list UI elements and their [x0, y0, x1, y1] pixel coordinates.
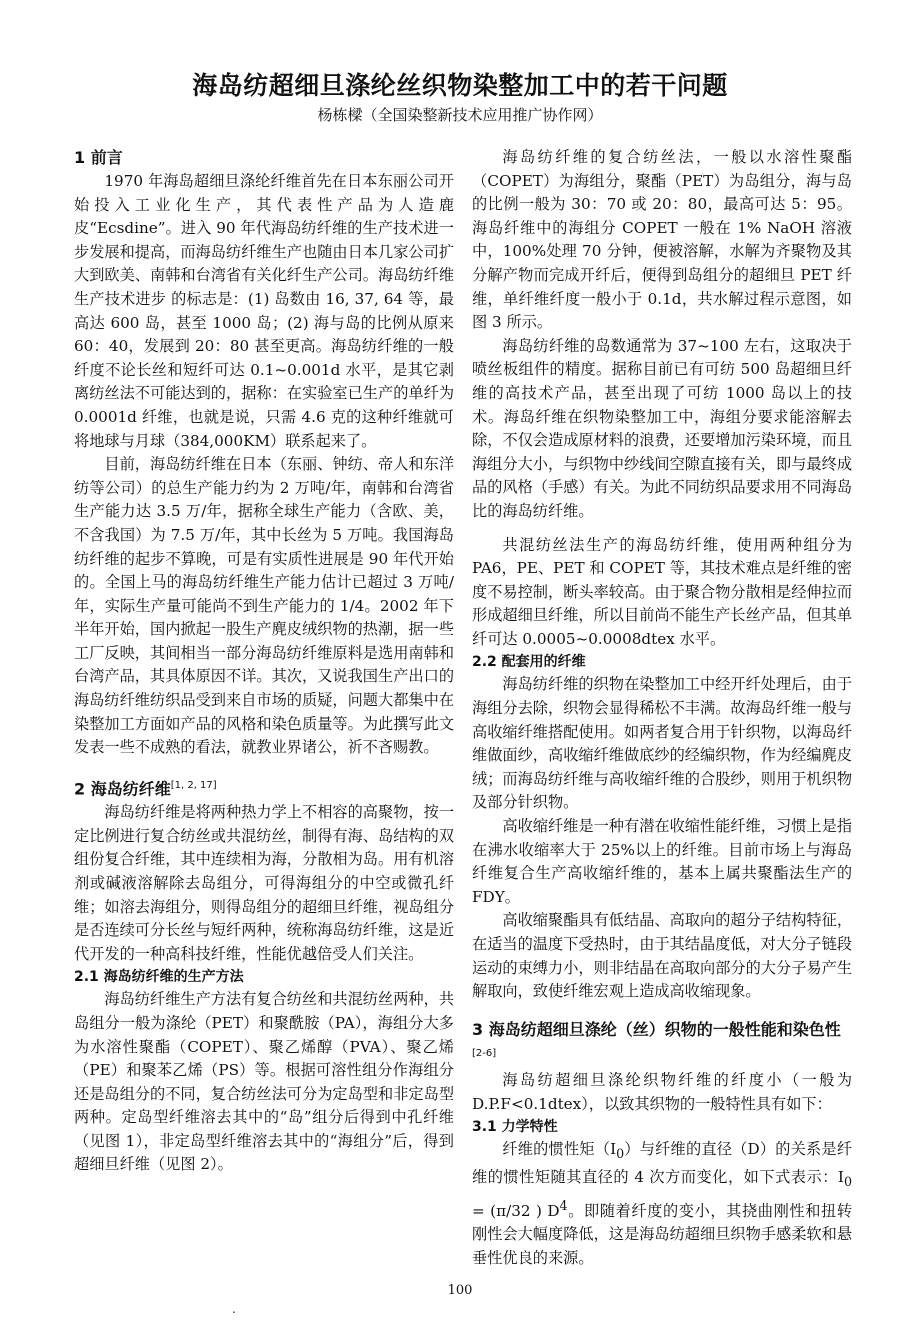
- paragraph: 高收缩聚酯具有低结晶、高取向的超分子结构特征，在适当的温度下受热时，由于其结晶度低，对大分子链段运动的束缚力小，则非结晶在高取向部分的大分子易产生解取向，致使纤维宏观上造成高收缩现象。: [472, 911, 852, 1001]
- author-byline: 杨栋樑（全国染整新技术应用推广协作网）: [317, 106, 603, 124]
- page-number: 100: [447, 1283, 473, 1298]
- section-3-heading-text: 3 海岛纺超细旦涤纶（丝）织物的一般性能和染色性: [472, 1019, 841, 1039]
- paragraph: 高收缩纤维是一种有潜在收缩性能纤维，习惯上是指在沸水收缩率大于 25%以上的纤维。目前市场上与海岛纤维复合生产高收缩纤维的，基本上属共聚酯法生产的 FDY。: [472, 817, 852, 906]
- left-column: [74, 146, 454, 1177]
- paragraph: 海岛纺纤维的织物在染整加工中经开纤处理后，由于海组分去除，织物会显得稀松不丰满。故海岛纤维一般与高收缩纤维搭配使用。如两者复合用于针织物，以海岛纤维做面纱，高收缩纤维做底纱的经编织物，作为经编麂皮绒；而海岛纺纤维与高收缩纤维的合股纱，则用于机织物及部分针织物。: [472, 675, 852, 812]
- section-1-heading: 1 前言: [74, 148, 123, 167]
- section-3-1-heading: 3.1 力学特性: [472, 1119, 558, 1136]
- formula-paragraph: 纤维的惯性矩$(I_0)$与纤维的直径（D）的关系是纤维的惯性矩随其直径的 4 次方而变化，如下式表示：$I_0 = (\pi/32$ ) $D^4$。即随着纤度的变小，其挠曲刚性和扭转刚性会大幅度降低，这是海岛纺超细旦织物手感柔软和悬垂性优良的来源。: [472, 1140, 853, 1267]
- section-2-2-heading: 2.2 配套用的纤维: [472, 654, 586, 671]
- section-2-heading: [74, 774, 454, 801]
- paragraph: 海岛纺超细旦涤纶织物纤维的纤度小（一般为 D.P.F<0.1dtex），以致其织物的一般特性具有如下：: [472, 1071, 852, 1113]
- section-2-1-heading: 2.1 海岛纺纤维的生产方法: [74, 969, 244, 986]
- paragraph: 目前，海岛纺纤维在日本（东丽、钟纺、帝人和东洋纺等公司）的总生产能力约为 2 万吨/年，南韩和台湾省生产能力达 3.5 万/年，据称全球生产能力（含欧、美，不含我国）为 7.5 万/年，其中长丝为 5 万吨。我国海岛纺纤维的起步不算晚，可是有实质性进展是 90 年代开始的。全国上马的海岛纺纤维生产能力估计已超过 3 万吨/年，实际生产量可能尚不到生产能力的 1/4。2002 年下半年开始，国内掀起一股生产麂皮绒织物的热潮，据一些工厂反映，其间相当一部分海岛纺纤维原料是选用南韩和台湾产品，其具体原因不详。其次，又说我国生产出口的海岛纺纤维纺织品受到来自市场的质疑，问题大都集中在染整加工方面如产品的风格和染色质量等。为此撰写此文发表一些不成熟的看法，就教业界诸公，祈不吝赐教。: [74, 455, 454, 757]
- paragraph: 海岛纺纤维生产方法有复合纺丝和共混纺丝两种，共岛组分一般为涤纶（PET）和聚酰胺（PA），海组分大多为水溶性聚酯（COPET）、聚乙烯醇（PVA）、聚乙烯（PE）和聚苯乙烯（PS）等。根据可溶性组分作海组分还是岛组分的不同，复合纺丝法可分为定岛型和非定岛型两种。定岛型纤维溶去其中的“岛”组分后得到中孔纤维（见图 1），非定岛型纤维溶去其中的“海组分”后，得到超细旦纤维（见图 2）。: [74, 990, 454, 1174]
- right-column: [472, 146, 852, 1270]
- paragraph: 海岛纺纤维是将两种热力学上不相容的高聚物，按一定比例进行复合纺丝或共混纺丝，制得有海、岛结构的双组份复合纤维，其中连续相为海，分散相为岛。用有机溶剂或碱液溶解除去岛组分，可得海组分的中空或微孔纤维；如溶去海组分，则得岛组分的超细旦纤维，视岛组分是否连续可分长丝与短纤两种，统称海岛纺纤维，这是近代开发的一种高科技纤维，性能优越倍受人们关注。: [74, 803, 454, 963]
- paragraph: 1970 年海岛超细旦涤纶纤维首先在日本东丽公司开始投入工业化生产，其代表性产品为人造鹿皮“Ecsdine”。进入 90 年代海岛纺纤维的生产技术进一步发展和提高，而海岛纺纤维生产也随由日本几家公司扩大到欧美、南韩和台湾省有关化纤生产公司。海岛纺纤维生产技术进步 的标志是：(1) 岛数由 16, 37, 64 等，最高达 600 岛，甚至 1000 岛；(2) 海与岛的比例从原来 60：40，发展到 20：80 甚至更高。海岛纺纤维的一般纤度不论长丝和短纤可达 0.1~0.001d 水平，是其它剥离纺丝法不可能达到的，据称：在实验室已生产的单纤为 0.0001d 纤维，也就是说，只需 4.6 克的这种纤维就可将地球与月球（384,000KM）联系起来了。: [74, 172, 454, 450]
- paragraph: 海岛纺纤维的岛数通常为 37~100 左右，这取决于喷丝板组件的精度。据称目前已有可纺 500 岛超细旦纤维的高技术产品，甚至出现了可纺 1000 岛以上的技术。海岛纤维在织物染整加工中，海组分要求能溶解去除，不仅会造成原材料的浪费，还要增加污染环境，而且海组分大小，与织物中纱线间空隙直接有关，即与最终成品的风格（手感）有关。为此不同纺织品要求用不同海岛比的海岛纺纤维。: [472, 336, 852, 520]
- citation-ref: [1, 2, 17]: [170, 779, 217, 791]
- page-title: 海岛纺超细旦涤纶丝织物染整加工中的若干问题: [192, 71, 728, 100]
- footer-mark: .: [232, 1302, 236, 1316]
- section-2-heading-text: 2 海岛纺纤维: [74, 779, 171, 799]
- citation-ref: [2-6]: [472, 1047, 497, 1059]
- section-3-heading: [472, 1018, 852, 1069]
- paragraph: 海岛纺纤维的复合纺丝法，一般以水溶性聚酯（COPET）为海组分，聚酯（PET）为岛组分，海与岛的比例一般为 30：70 或 20：80，最高可达 5：95。海岛纤维中的海组分 COPET 一般在 1% NaOH 溶液中，100%处理 70 分钟，便被溶解，水解为齐聚物及其分解产物而完成开纤后，便得到岛组分的超细旦 PET 纤维，单纤维纤度一般小于 0.1d，共水解过程示意图，如图 3 所示。: [472, 148, 852, 332]
- paragraph: 共混纺丝法生产的海岛纺纤维，使用两种组分为 PA6，PE、PET 和 COPET 等，其技术难点是纤维的密度不易控制，断头率较高。由于聚合物分散相是经伸拉而形成超细旦纤维，所以目前尚不能生产长丝产品，但其单纤可达 0.0005~0.0008dtex 水平。: [472, 535, 852, 648]
